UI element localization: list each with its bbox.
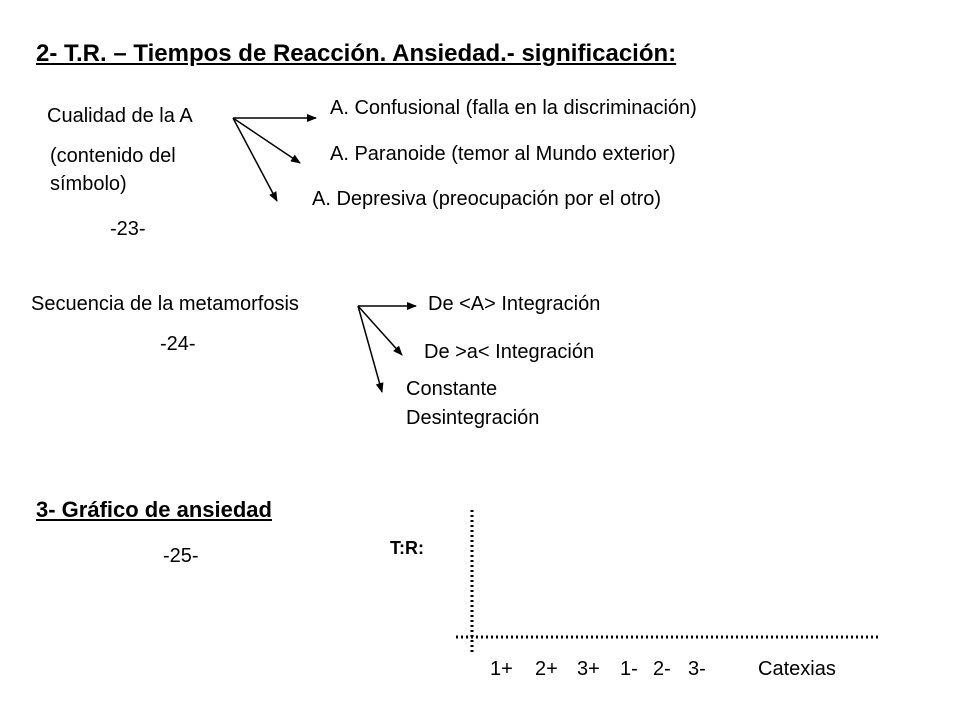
group-23-target-depresiva: A. Depresiva (preocupación por el otro) xyxy=(312,188,662,210)
arrow-to-depresiva xyxy=(233,118,277,201)
graph-x-tick-3-minus: 3- xyxy=(688,658,706,680)
group-23-source-line-1: Cualidad de la A xyxy=(47,105,193,127)
group-23-target-confusional: A. Confusional (falla en la discriminación) xyxy=(330,97,697,119)
group-24-number: -24- xyxy=(160,333,196,355)
section-3-title: 3- Gráfico de ansiedad xyxy=(36,497,272,522)
arrow-to-paranoide xyxy=(233,118,300,163)
graph-y-axis-label: T:R: xyxy=(390,538,424,558)
group-23-target-paranoide: A. Paranoide (temor al Mundo exterior) xyxy=(330,143,676,165)
graph-x-tick-3-plus: 3+ xyxy=(577,658,600,680)
group-24-target-mayor-integracion: De <A> Integración xyxy=(428,293,601,315)
graph-x-tick-1-plus: 1+ xyxy=(490,658,513,680)
group-24-target-menor-integracion: De >a< Integración xyxy=(424,341,595,363)
graph-x-tick-2-minus: 2- xyxy=(653,658,671,680)
section-3-number: -25- xyxy=(163,545,199,567)
graph-x-axis-label: Catexias xyxy=(758,658,836,680)
group-24-target-constante-line-2: Desintegración xyxy=(406,407,540,429)
graph-x-tick-1-minus: 1- xyxy=(620,658,638,680)
group-23-number: -23- xyxy=(110,218,146,240)
group-24-target-constante-line-1: Constante xyxy=(406,378,498,400)
group-23-source-line-3: símbolo) xyxy=(50,173,127,195)
group-23-source-line-2: (contenido del xyxy=(50,145,176,167)
graph-x-tick-2-plus: 2+ xyxy=(535,658,558,680)
section-2-title: 2- T.R. – Tiempos de Reacción. Ansiedad.- significación: xyxy=(36,40,677,67)
group-24-source: Secuencia de la metamorfosis xyxy=(31,293,299,315)
